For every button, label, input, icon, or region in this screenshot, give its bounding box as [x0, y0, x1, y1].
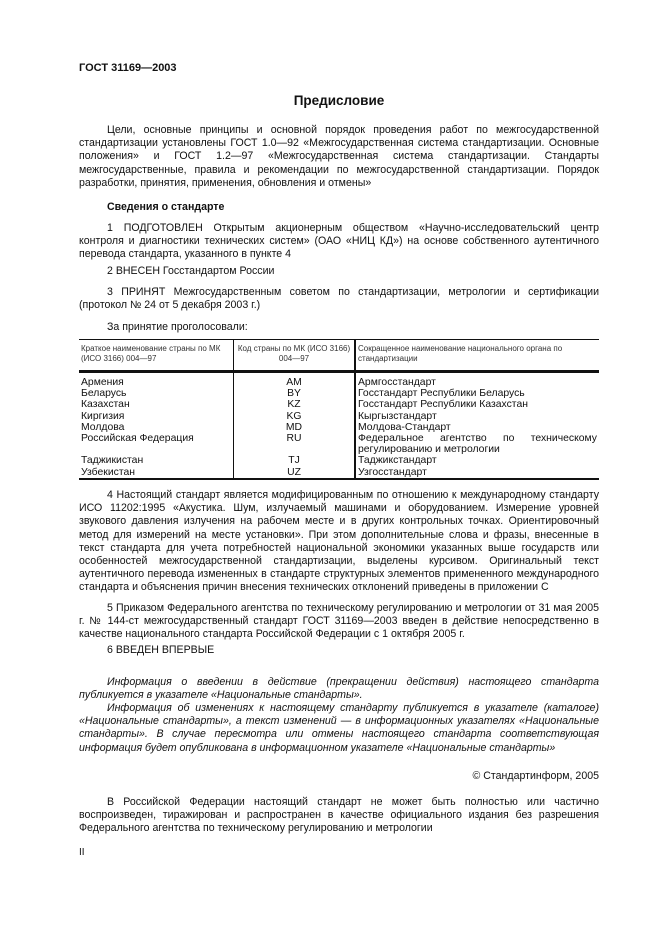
cell-body: Армгосстандарт [358, 377, 436, 388]
cell-code: AM [234, 372, 356, 389]
cell-country: Таджикистан [81, 455, 144, 467]
notice-effective: Информация о введении в действие (прекращении действия) настоящего стандарта публикуется в указателе «Национальные стандарты». [79, 676, 599, 702]
cell-body: Госстандарт Республики Беларусь [358, 388, 525, 400]
cell-body: Госстандарт Республики Казахстан [358, 399, 528, 411]
column-header-body: Сокращенное наименование национального органа по стандартизации [355, 340, 599, 372]
cell-country: Армения [81, 377, 124, 388]
table-row [79, 422, 599, 433]
cell-code: KG [234, 411, 356, 422]
cell-country: Киргизия [81, 410, 125, 422]
column-header-code: Код страны по МК (ИСО 3166) 004—97 [234, 340, 356, 372]
cell-code: MD [234, 422, 356, 433]
intro-paragraph: Цели, основные принципы и основной порядок проведения работ по межгосударственной стандартизации установлены ГОСТ 1.0—92 «Межгосударственная система стандартизации. Основные положения» и ГОСТ 1.2—97 «Межгосударственная система стандартизации. Стандарты межгосударственные, правила и рекомендации по межгосударственной стандартизации. Порядок разработки, принятия, применения, обновления и отмены» [79, 124, 599, 189]
table-header-row [79, 340, 599, 372]
item-5: 5 Приказом Федерального агентства по техническому регулированию и метрологии от 31 мая 2005 г. № 144-ст межгосударственный стандарт ГОСТ 31169—2003 введен в действие непосредственно в качестве национального стандарта Российской Федерации с 1 октября 2005 г. [79, 602, 599, 641]
cell-code: TJ [234, 455, 356, 466]
item-4: 4 Настоящий стандарт является модифицированным по отношению к международному стандарту ИСО 11202:1995 «Акустика. Шум, излучаемый машинами и оборудованием. Измерение уровней звукового давления излучения на рабочем месте и в других контрольных точках. Ориентировочный метод для измерений на месте установки». При этом дополнительные слова и фразы, внесенные в текст стандарта для учета потребностей национальной экономики указанных выше государств или особенностей межгосударственной стандартизации, выделены курсивом. Оригинальный текст аутентичного перевода измененных в стандарте структурных элементов примененного международного стандарта и объяснения причин внесения технических отклонений приведены в приложении С [79, 489, 599, 594]
cell-country: Молдова [81, 421, 125, 433]
item-3: 3 ПРИНЯТ Межгосударственным советом по стандартизации, метрологии и сертификации (протокол № 24 от 5 декабря 2003 г.) [79, 286, 599, 312]
notice-changes: Информация об изменениях к настоящему стандарту публикуется в указателе (каталоге) «Национальные стандарты», а текст изменений — в информационных указателях «Национальные стандарты». В случае пересмотра или отмены настоящего стандарта соответствующая информация будет опубликована в информационном указателе «Национальные стандарты» [79, 702, 599, 754]
cell-body: Таджикстандарт [358, 455, 437, 467]
table-row [79, 433, 599, 455]
table-row [79, 399, 599, 410]
cell-code: RU [234, 433, 356, 455]
table-row [79, 411, 599, 422]
cell-country: Беларусь [81, 388, 127, 400]
cell-country: Казахстан [81, 399, 130, 411]
cell-country: Российская Федерация [81, 433, 194, 445]
column-header-country: Краткое наименование страны по МК (ИСО 3166) 004—97 [79, 340, 234, 372]
voted-label: За принятие проголосовали: [107, 321, 248, 333]
reproduction-notice: В Российской Федерации настоящий стандарт не может быть полностью или частично воспроизведен, тиражирован и распространен в качестве официального издания без разрешения Федерального агентства по техническому регулированию и метрологии [79, 796, 599, 835]
cell-body: Федеральное агентство по техническому регулированию и метрологии [358, 433, 597, 456]
voting-table [79, 339, 599, 480]
cell-body: Молдова-Стандарт [358, 421, 451, 433]
item-2: 2 ВНЕСЕН Госстандартом России [107, 265, 275, 277]
cell-code: BY [234, 388, 356, 399]
copyright: © Стандартинформ, 2005 [472, 770, 599, 782]
table-row [79, 455, 599, 466]
cell-body: Кыргызстандарт [358, 410, 437, 422]
table-row [79, 467, 599, 479]
document-id-header: ГОСТ 31169—2003 [79, 62, 177, 74]
table-row [79, 372, 599, 389]
cell-body: Узгосстандарт [358, 466, 427, 478]
item-6: 6 ВВЕДЕН ВПЕРВЫЕ [107, 644, 215, 656]
page-title: Предисловие [293, 93, 385, 108]
table-row [79, 388, 599, 399]
section-heading: Сведения о стандарте [107, 201, 225, 213]
cell-code: UZ [234, 467, 356, 479]
cell-country: Узбекистан [81, 466, 135, 478]
page-number: II [79, 847, 85, 858]
item-1: 1 ПОДГОТОВЛЕН Открытым акционерным обществом «Научно-исследовательский центр контроля и диагностики технических систем» (ОАО «НИЦ КД») на основе собственного аутентичного перевода стандарта, указанного в пункте 4 [79, 222, 599, 261]
cell-code: KZ [234, 399, 356, 410]
